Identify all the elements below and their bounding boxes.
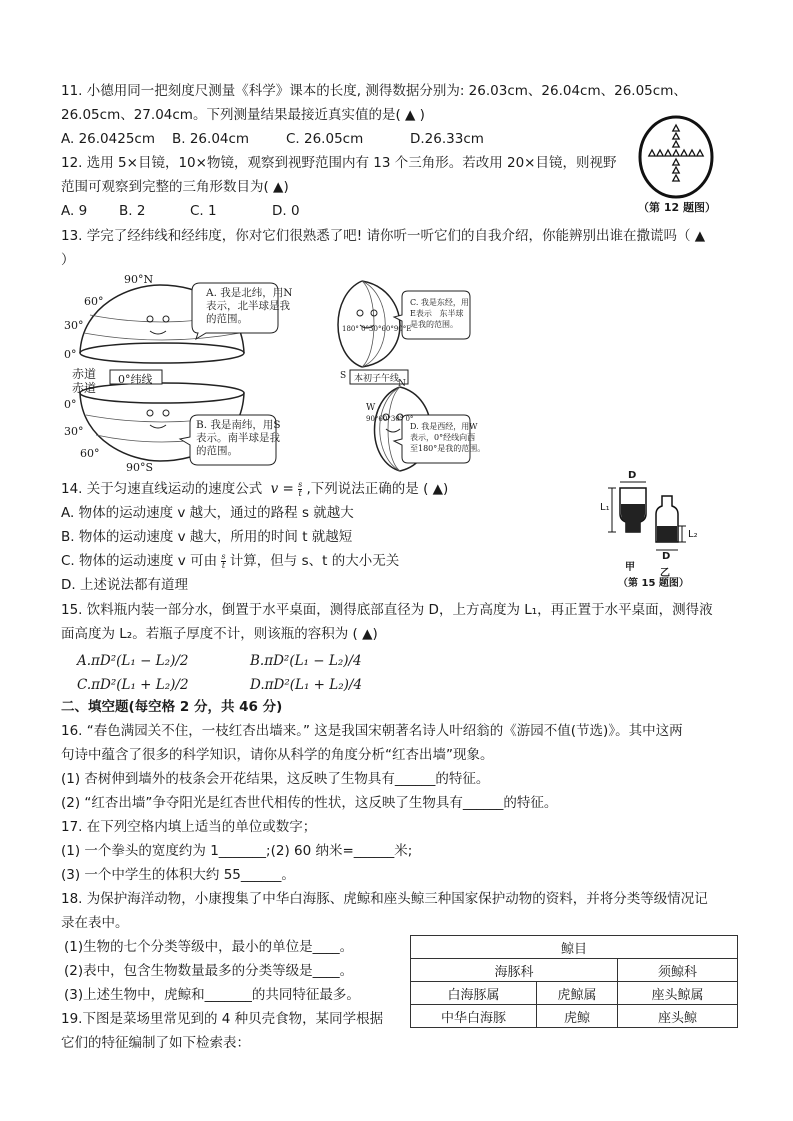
q11-stem-line1: 11. 小德用同一把刻度尺测量《科学》课本的长度, 测得数据分别为: 26.03cm、26.04cm、26.05cm、 — [61, 83, 687, 99]
q12-figure — [636, 115, 716, 215]
q16-stem-line1: 16. “春色满园关不住，一枝红杏出墙来。” 这是我国宋朝著名诗人叶绍翁的《游园不值(节选)》。其中这两 — [61, 723, 683, 739]
q15-label-jia: 甲 — [625, 562, 635, 573]
q17-sub1: (1) 一个拳头的宽度约为 1_______;(2) 60 纳米=______米; — [61, 843, 413, 859]
table-cell-order: 鲸目 — [411, 936, 738, 959]
q12-stem-line1: 12. 选用 5×目镜，10×物镜，观察到视野范围内有 13 个三角形。若改用 20×目镜，则视野 — [61, 155, 617, 171]
q16-sub2: (2) “红杏出墙”争夺阳光是红杏世代相传的性状，这反映了生物具有______的特征。 — [61, 795, 558, 811]
q11-option-b: B. 26.04cm — [172, 131, 250, 147]
q12-stem-line2: 范围可观察到完整的三角形数目为( ▲) — [61, 179, 289, 195]
q18-stem-line1: 18. 为保护海洋动物，小康搜集了中华白海豚、虎鲸和座头鲸三种国家保护动物的资料，并将分类等级情况记 — [61, 891, 708, 907]
label-equator-2: 赤道 — [72, 381, 97, 395]
label-lat0-n: 0° — [64, 348, 77, 361]
q15-label-l2: L₂ — [688, 529, 698, 540]
q14-option-c-den: t — [221, 560, 226, 570]
q15-label-d-bottom: D — [662, 551, 671, 562]
label-lat30-s: 30° — [64, 425, 84, 438]
q13-figure — [60, 275, 530, 475]
q19-stem-line2: 它们的特征编制了如下检索表： — [61, 1035, 250, 1051]
label-n: N — [398, 379, 406, 389]
q17-stem: 17. 在下列空格内填上适当的单位或数字； — [61, 819, 317, 835]
q19-stem-line1: 19.下图是菜场里常见到的 4 种贝壳食物，某同学根据 — [61, 1011, 384, 1027]
table-cell-genus-3: 座头鲸属 — [618, 982, 738, 1005]
q11-option-a: A. 26.0425cm — [61, 131, 155, 147]
label-equator-1: 赤道 — [72, 367, 97, 381]
q14-option-b: B. 物体的运动速度 v 越大，所用的时间 t 就越短 — [61, 529, 353, 545]
table-cell-genus-2: 虎鲸属 — [537, 982, 618, 1005]
table-cell-species-2: 虎鲸 — [537, 1005, 618, 1028]
q15-label-l1: L₁ — [600, 502, 610, 513]
q13-stem-line1: 13. 学完了经纬线和经纬度，你对它们很熟悉了吧! 请你听一听它们的自我介绍，你能辨别出谁在撒谎吗（ ▲ — [61, 228, 706, 244]
q12-option-d: D. 0 — [272, 203, 300, 219]
label-zero-latitude: 0°纬线 — [118, 373, 153, 386]
label-w: W — [366, 403, 376, 413]
label-west-ticks: 90°60°30° 0° — [366, 415, 414, 423]
label-90s: 90°S — [126, 461, 154, 474]
q14-option-c-post: 计算，但与 s、t 的大小无关 — [229, 553, 400, 569]
bubble-c: C. 我是东经，用 E表示 东半球 是我的范围。 — [410, 298, 469, 329]
label-prime-meridian: 本初子午线 — [354, 374, 400, 384]
q12-option-c: C. 1 — [190, 203, 217, 219]
q16-stem-line2: 句诗中蕴含了很多的科学知识，请你从科学的角度分析“红杏出墙”现象。 — [61, 747, 494, 763]
q11-stem-line2: 26.05cm、27.04cm。下列测量结果最接近真实值的是( ▲ ) — [61, 107, 425, 123]
q14-stem — [61, 480, 448, 498]
q16-sub1: (1) 杏树伸到墙外的枝条会开花结果，这反映了生物具有______的特征。 — [61, 771, 490, 787]
q15-figure-caption: （第 15 题图） — [618, 578, 689, 589]
table-row — [411, 1005, 738, 1028]
q15-stem-line1: 15. 饮料瓶内装一部分水，倒置于水平桌面，测得底部直径为 D，上方高度为 L₁，再正置于水平桌面，测得液 — [61, 602, 713, 618]
q14-option-c-num: s — [221, 551, 226, 561]
bubble-d: D. 我是西经，用W 表示，0°经线向西 至180°是我的范围。 — [410, 422, 486, 453]
bubble-a: A. 我是北纬，用N 表示，北半球是我 的范围。 — [206, 287, 293, 325]
q15-label-yi: 乙 — [660, 568, 670, 579]
table-row — [411, 982, 738, 1005]
q14-formula-num: s — [298, 479, 303, 489]
q18-sub2: (2)表中，包含生物数量最多的分类等级是____。 — [64, 963, 354, 979]
q18-sub1: (1)生物的七个分类等级中，最小的单位是____。 — [64, 939, 354, 955]
q14-option-c-pre: C. 物体的运动速度 v 可由 — [61, 553, 218, 569]
q14-stem-pre: 14. 关于匀速直线运动的速度公式 — [61, 481, 263, 497]
q18-sub3: (3)上述生物中，虎鲸和_______的共同特征最多。 — [64, 987, 360, 1003]
classification-table — [410, 935, 738, 1028]
q12-option-a: A. 9 — [61, 203, 88, 219]
table-cell-family-1: 海豚科 — [411, 959, 618, 982]
q15-option-c: C.πD²(L₁ + L₂)/2 — [77, 677, 189, 693]
label-lat0-s: 0° — [64, 398, 77, 411]
q14-option-a: A. 物体的运动速度 v 越大，通过的路程 s 就越大 — [61, 505, 354, 521]
table-cell-family-2: 须鲸科 — [618, 959, 738, 982]
table-cell-species-3: 座头鲸 — [618, 1005, 738, 1028]
label-lat60-s: 60° — [80, 447, 100, 460]
q15-option-a: A.πD²(L₁ − L₂)/2 — [77, 653, 189, 669]
table-cell-species-1: 中华白海豚 — [411, 1005, 537, 1028]
table-row — [411, 959, 738, 982]
q14-option-c-fraction — [221, 553, 225, 570]
q12-figure-caption: （第 12 题图） — [638, 201, 716, 214]
q14-formula-fraction — [298, 481, 302, 498]
q15-stem-line2: 面高度为 L₂。若瓶子厚度不计，则该瓶的容积为 ( ▲) — [61, 626, 378, 642]
table-row — [411, 936, 738, 959]
label-east-ticks: 180° 0°30°60°90°E — [342, 325, 412, 333]
section-title: 二、填空题(每空格 2 分，共 46 分) — [61, 699, 283, 715]
q14-formula-v: v — [270, 481, 279, 497]
label-lat30-n: 30° — [64, 319, 84, 332]
q15-option-d: D.πD²(L₁ + L₂)/4 — [250, 677, 363, 693]
q11-option-c: C. 26.05cm — [286, 131, 364, 147]
table-cell-genus-1: 白海豚属 — [411, 982, 537, 1005]
q15-label-d-top: D — [628, 470, 637, 481]
q13-stem-line2: ） — [61, 252, 75, 268]
q14-formula-den: t — [298, 488, 302, 498]
q11-option-d: D.26.33cm — [410, 131, 484, 147]
q12-option-b: B. 2 — [119, 203, 146, 219]
q17-sub2: (3) 一个中学生的体积大约 55______。 — [61, 867, 295, 883]
q15-figure — [600, 470, 740, 589]
q18-stem-line2: 录在表中。 — [61, 915, 129, 931]
q14-formula-eq: = — [282, 481, 294, 497]
q14-stem-post: ,下列说法正确的是 ( ▲) — [306, 481, 449, 497]
q15-option-b: B.πD²(L₁ − L₂)/4 — [250, 653, 362, 669]
q14-option-c — [61, 552, 399, 570]
label-s: S — [340, 371, 347, 381]
label-90n: 90°N — [124, 273, 154, 286]
bubble-b: B. 我是南纬，用S 表示。南半球是我 的范围。 — [196, 419, 281, 457]
label-lat60-n: 60° — [84, 295, 104, 308]
q14-option-d: D. 上述说法都有道理 — [61, 577, 188, 593]
